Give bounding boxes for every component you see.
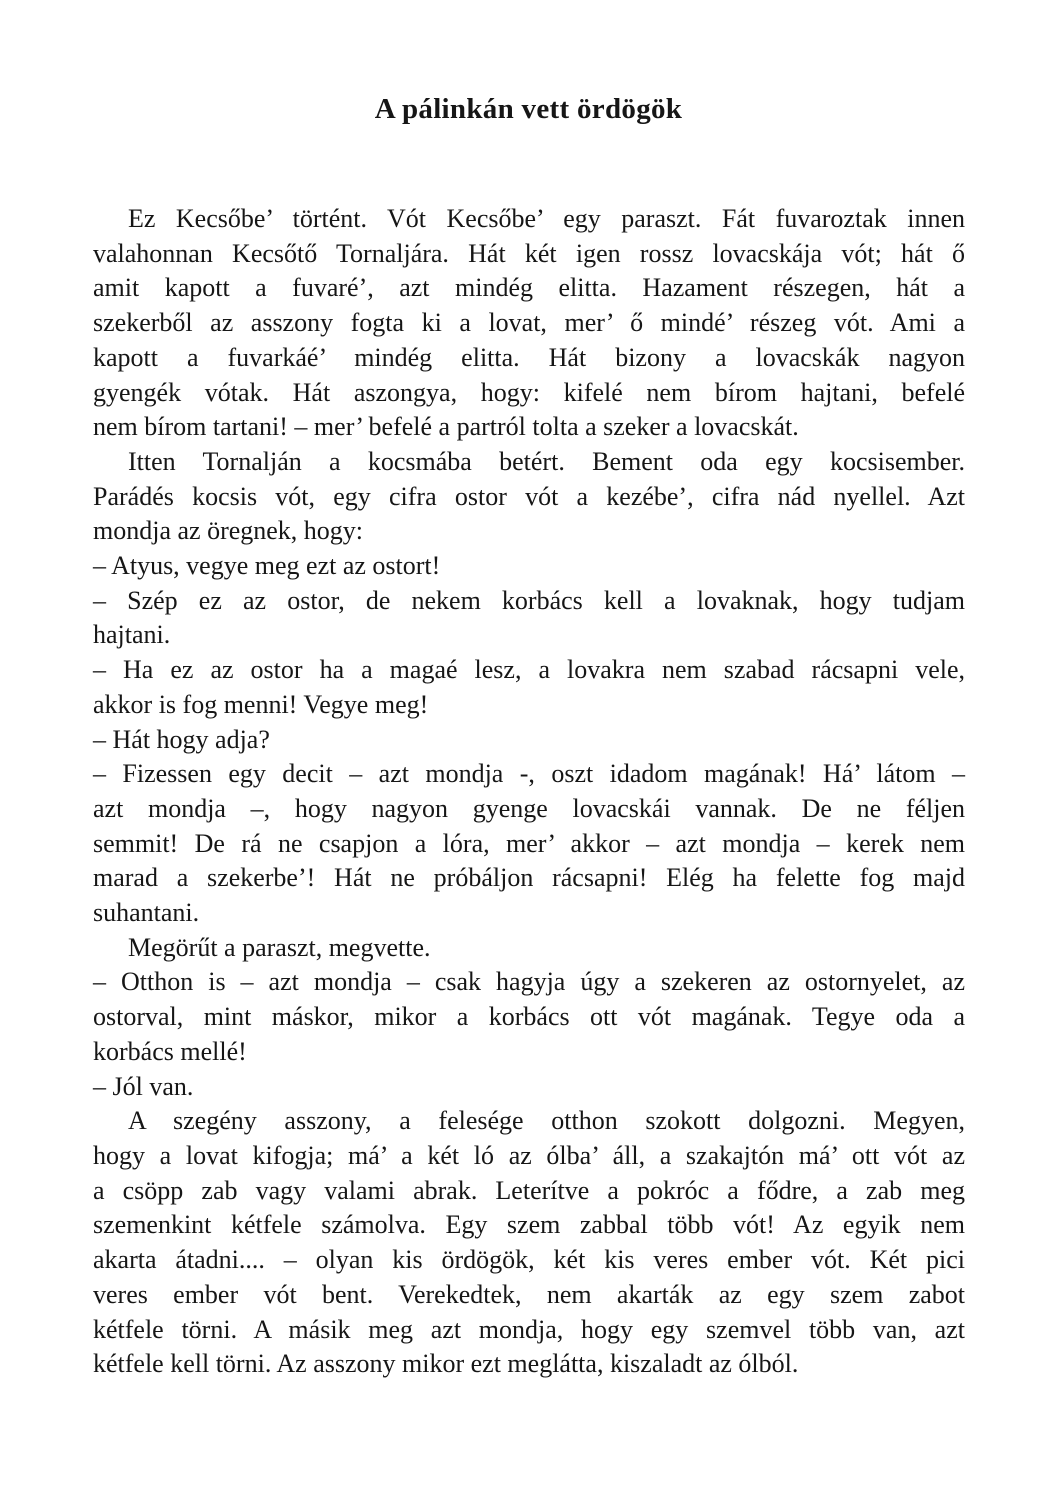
text-line: suhantani. <box>93 898 200 928</box>
text-line: nem bírom tartani! – mer’ befelé a partról tolta a szeker a lovacskát. <box>93 412 799 442</box>
text-line: korbács mellé! <box>93 1036 247 1066</box>
paragraph <box>93 965 965 1069</box>
text-line: – Fizessen egy decit – azt mondja -, oszt idadom magának! Há’ látom – <box>93 759 965 789</box>
text-line: – Hát hogy adja? <box>93 724 270 754</box>
text-line: – Otthon is – azt mondja – csak hagyja úgy a szekeren az ostornyelet, az <box>93 967 965 997</box>
text-line: kétfele törni. A másik meg azt mondja, hogy egy szemvel több van, azt <box>93 1314 965 1344</box>
text-line: akarta átadni.... – olyan kis ördögök, két kis veres ember vót. Két pici <box>93 1245 965 1275</box>
text-line: mondja az öregnek, hogy: <box>93 516 364 546</box>
text-line: – Szép ez az ostor, de nekem korbács kell a lovaknak, hogy tudjam <box>93 585 965 615</box>
text-line: – Atyus, vegye meg ezt az ostort! <box>93 551 441 581</box>
text-line: akkor is fog menni! Vegye meg! <box>93 689 429 719</box>
text-line: A szegény asszony, a felesége otthon szokott dolgozni. Megyen, <box>128 1106 965 1136</box>
text-line: Itten Tornalján a kocsmába betért. Bement oda egy kocsisember. <box>128 446 965 476</box>
paragraph <box>93 1104 965 1382</box>
page-title: A pálinkán vett ördögök <box>374 93 683 125</box>
text-line: szekerből az asszony fogta ki a lovat, mer’ ő mindé’ részeg vót. Ami a <box>93 308 965 338</box>
text-line: hogy a lovat kifogja; má’ a két ló az ólba’ áll, a szakajtón má’ ott vót az <box>93 1140 965 1170</box>
paragraph <box>93 757 965 931</box>
text-line: hajtani. <box>93 620 171 650</box>
paragraph <box>93 202 965 445</box>
paragraph <box>93 931 965 966</box>
text-line: – Ha ez az ostor ha a magaé lesz, a lovakra nem szabad rácsapni vele, <box>93 655 965 685</box>
text-line: kapott a fuvarkáé’ mindég elitta. Hát bizony a lovacskák nagyon <box>93 342 965 372</box>
text-line: gyengék vótak. Hát aszongya, hogy: kifelé nem bírom hajtani, befelé <box>93 377 965 407</box>
text-line: valahonnan Kecsőtő Tornaljára. Hát két igen rossz lovacskája vót; hát ő <box>93 238 965 268</box>
paragraph <box>93 653 965 722</box>
text-line: a csöpp zab vagy valami abrak. Leterítve a pokróc a fődre, a zab meg <box>93 1175 965 1205</box>
paragraph <box>93 1070 965 1105</box>
text-line: veres ember vót bent. Verekedtek, nem akarták az egy szem zabot <box>93 1279 965 1309</box>
text-line: ostorval, mint máskor, mikor a korbács ott vót magának. Tegye oda a <box>93 1002 965 1032</box>
text-line: Ez Kecsőbe’ történt. Vót Kecsőbe’ egy paraszt. Fát fuvaroztak innen <box>128 204 965 233</box>
paragraph <box>93 723 965 758</box>
text-block <box>93 202 965 1382</box>
text-line: kétfele kell törni. Az asszony mikor ezt meglátta, kiszaladt az ólból. <box>93 1349 799 1379</box>
text-line: semmit! De rá ne csapjon a lóra, mer’ akkor – azt mondja – kerek nem <box>93 828 965 858</box>
text-line: marad a szekerbe’! Hát ne próbáljon rácsapni! Elég ha felette fog majd <box>93 863 965 893</box>
text-line: amit kapott a fuvaré’, azt mindég elitta. Hazament részegen, hát a <box>93 273 965 303</box>
text-line: Parádés kocsis vót, egy cifra ostor vót a kezébe’, cifra nád nyellel. Azt <box>93 481 965 511</box>
text-line: Megörűt a paraszt, megvette. <box>128 932 431 962</box>
paragraph <box>93 584 965 653</box>
paragraph <box>93 445 965 549</box>
text-line: – Jól van. <box>93 1071 194 1101</box>
paragraph <box>93 549 965 584</box>
text-line: azt mondja –, hogy nagyon gyenge lovacskái vannak. De ne féljen <box>93 793 965 823</box>
text-line: szemenkint kétfele számolva. Egy szem zabbal több vót! Az egyik nem <box>93 1210 965 1240</box>
